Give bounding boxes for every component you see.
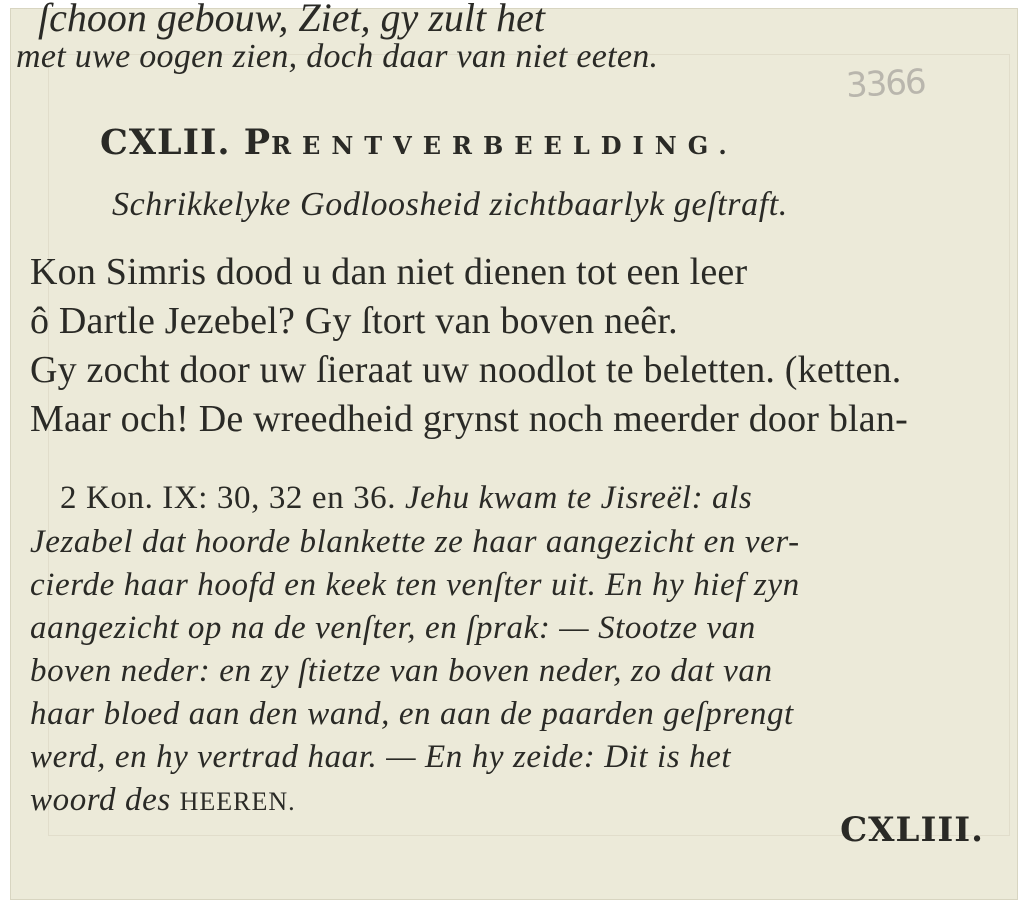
poem-line-3: Gy zocht door uw ſieraat uw noodlot te beletten. (ketten. <box>30 349 902 391</box>
cut-off-top-line: ſchoon gebouw, Ziet, gy zult het <box>38 0 545 40</box>
paper-scan <box>10 0 1018 900</box>
top-line: met uwe oogen zien, doch daar van niet eeten. <box>16 38 659 75</box>
poem-line-4: Maar och! De wreedheid grynst noch meerder door blan- <box>30 398 908 440</box>
poem-line-1: Kon Simris dood u dan niet dienen tot een leer <box>30 251 748 293</box>
reference-line-4: aangezicht op na de venſter, en ſprak: — Stootze van <box>30 610 756 646</box>
subheading: Schrikkelyke Godloosheid zichtbaarlyk geſtraft. <box>112 186 788 223</box>
reference-line-2: Jezabel dat hoorde blankette ze haar aangezicht en ver- <box>30 524 800 560</box>
section-heading <box>100 122 738 163</box>
catchword: CXLIII. <box>840 810 984 850</box>
reference-last-prefix: woord des <box>30 782 180 818</box>
reference-line-1-text: Jehu kwam te Jisreël: als <box>404 480 753 516</box>
bible-reference: 2 Kon. IX: 30, 32 en 36. <box>60 480 397 516</box>
reference-line-8 <box>30 782 296 819</box>
reference-line-5: boven neder: en zy ſtietze van boven neder, zo dat van <box>30 653 773 689</box>
reference-line-3: cierde haar hoofd en keek ten venſter uit. En hy hief zyn <box>30 567 800 603</box>
reference-line-6: haar bloed aan den wand, en aan de paarden geſprengt <box>30 696 794 732</box>
heading-title-rest: RENTVERBEELDING. <box>271 131 738 160</box>
reference-last-heeren: HEEREN. <box>179 787 296 816</box>
reference-line-7: werd, en hy vertrad haar. — En hy zeide: Dit is het <box>30 739 732 775</box>
reference-line-1 <box>60 480 752 517</box>
heading-title-first-letter: P <box>243 122 272 163</box>
pencil-inventory-number: 3366 <box>845 61 926 107</box>
poem-line-2: ô Dartle Jezebel? Gy ſtort van boven neêr. <box>30 300 678 342</box>
heading-number: CXLII. <box>100 122 231 163</box>
